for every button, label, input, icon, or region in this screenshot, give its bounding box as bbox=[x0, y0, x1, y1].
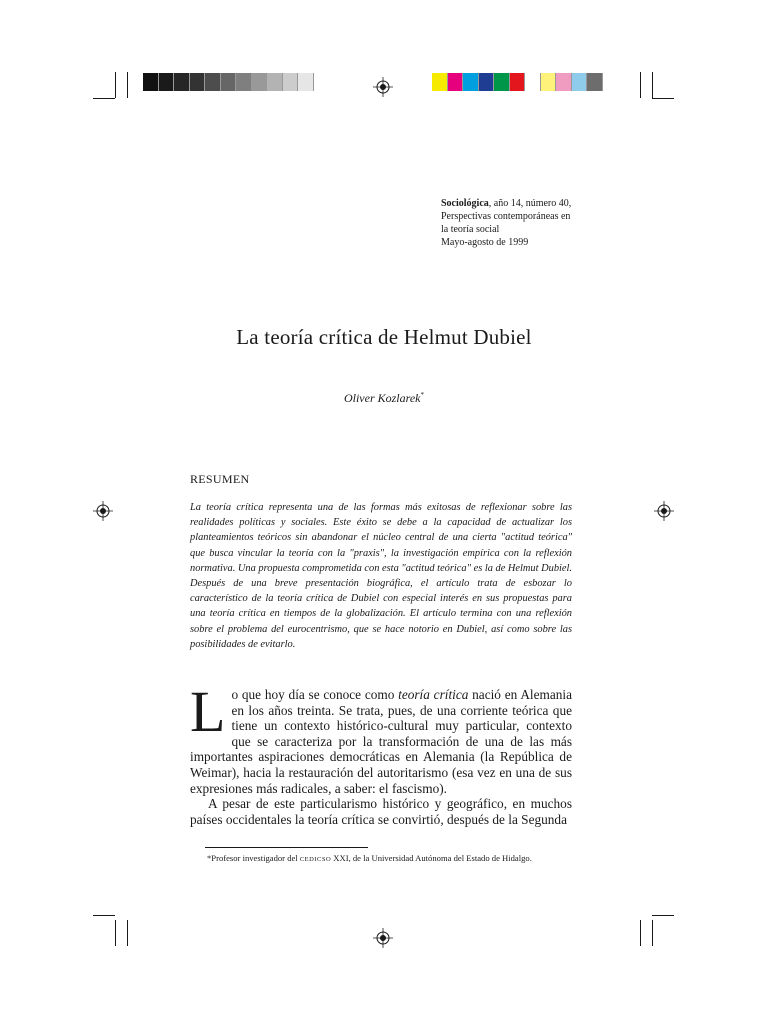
footnote-text: Profesor investigador del bbox=[211, 853, 300, 863]
body-text: o que hoy día se conoce como bbox=[231, 687, 399, 702]
registration-mark-icon bbox=[373, 77, 393, 97]
crop-mark bbox=[652, 915, 674, 916]
color-swatch bbox=[587, 73, 603, 91]
color-swatch bbox=[159, 73, 175, 91]
crop-mark bbox=[652, 72, 653, 98]
color-swatch bbox=[448, 73, 464, 91]
color-swatch bbox=[298, 73, 314, 91]
gray-color-bar bbox=[143, 73, 314, 91]
author-name: Oliver Kozlarek bbox=[343, 391, 421, 405]
color-swatch bbox=[494, 73, 510, 91]
color-swatch bbox=[236, 73, 252, 91]
crop-mark bbox=[93, 915, 115, 916]
crop-mark bbox=[127, 920, 128, 946]
color-swatch bbox=[205, 73, 221, 91]
color-swatch bbox=[572, 73, 588, 91]
crop-mark bbox=[115, 920, 116, 946]
registration-mark-icon bbox=[93, 501, 113, 521]
crop-mark bbox=[127, 72, 128, 98]
abstract-text: La teoría crítica representa una de las formas más exitosas de reflexionar sobre las realidades políticas y sociales. Este éxito se debe a la capacidad de actualizar los planteamientos teóricos sin abandonar el núcleo central de una cierta "actitud teórica" que busca vincular la teoría con la "praxis", la investigación empírica con la reflexión normativa. Una propuesta comprometida con esta "actitud teórica" es la de Helmut Dubiel. Después de una breve presentación biográfica, el artículo trata de esbozar lo característico de la teoría crítica de Dubiel con especial interés en sus propuestas para una teoría crítica en tiempos de la globalización. El artículo termina con una reflexión sobre el problema del eurocentrismo, que se hace notorio en Dubiel, así como sobre las posibilidades de evitarlo. bbox=[190, 502, 572, 650]
color-swatch bbox=[190, 73, 206, 91]
color-swatch bbox=[174, 73, 190, 91]
journal-name: Sociológica bbox=[441, 198, 489, 209]
journal-section: Perspectivas contemporáneas en bbox=[441, 211, 571, 222]
registration-mark-icon bbox=[654, 501, 674, 521]
body-paragraph: A pesar de este particularismo histórico y geográfico, en muchos países occidentales la teoría crítica se convirtió, después de la Segunda bbox=[190, 796, 572, 827]
color-swatch bbox=[252, 73, 268, 91]
color-swatch bbox=[541, 73, 557, 91]
color-swatch bbox=[510, 73, 526, 91]
color-swatch bbox=[432, 73, 448, 91]
article-body bbox=[190, 679, 573, 827]
crop-mark bbox=[640, 920, 641, 946]
crop-mark bbox=[93, 98, 115, 99]
crop-mark bbox=[115, 72, 116, 98]
crop-mark bbox=[640, 72, 641, 98]
footnote-text: XXI, de la Universidad Autónoma del Estado de Hidalgo. bbox=[331, 853, 532, 863]
author-line bbox=[0, 391, 768, 406]
crop-mark bbox=[652, 920, 653, 946]
color-swatch bbox=[556, 73, 572, 91]
footnote-divider bbox=[205, 847, 368, 848]
drop-cap: L bbox=[190, 679, 226, 744]
body-paragraph bbox=[190, 679, 573, 796]
article-title: La teoría crítica de Helmut Dubiel bbox=[236, 325, 532, 349]
crop-mark bbox=[652, 98, 674, 99]
journal-issue: , año 14, número 40, bbox=[488, 198, 572, 209]
color-swatch bbox=[267, 73, 283, 91]
footnote-acronym: CEDICSO bbox=[299, 856, 332, 863]
journal-section-cont: la teoría social bbox=[441, 224, 500, 235]
journal-date: Mayo-agosto de 1999 bbox=[441, 237, 529, 248]
registration-mark-icon bbox=[373, 928, 393, 948]
process-color-bar bbox=[432, 73, 603, 91]
color-swatch bbox=[283, 73, 299, 91]
color-swatch bbox=[479, 73, 495, 91]
color-swatch bbox=[143, 73, 159, 91]
body-emphasis: teoría crítica bbox=[398, 687, 469, 702]
color-swatch bbox=[525, 73, 541, 91]
journal-citation bbox=[441, 197, 641, 249]
color-swatch bbox=[463, 73, 479, 91]
footnote bbox=[207, 853, 587, 865]
color-swatch bbox=[221, 73, 237, 91]
author-footnote-mark: * bbox=[420, 391, 425, 399]
footnote-mark: * bbox=[207, 853, 212, 863]
body-text: nació en Alemania en los años treinta. Se trata, pues, de una corriente teórica que tiene un contexto histórico-cultural muy particular, contexto que se caracteriza por la transformación de una de las más importantes aspiraciones democráticas en Alemania (la República de Weimar), hacia la restauración del autoritarismo (esa vez en una de sus expresiones más radicales, a saber: el fascismo). bbox=[190, 687, 573, 796]
abstract-heading: RESUMEN bbox=[190, 472, 250, 486]
